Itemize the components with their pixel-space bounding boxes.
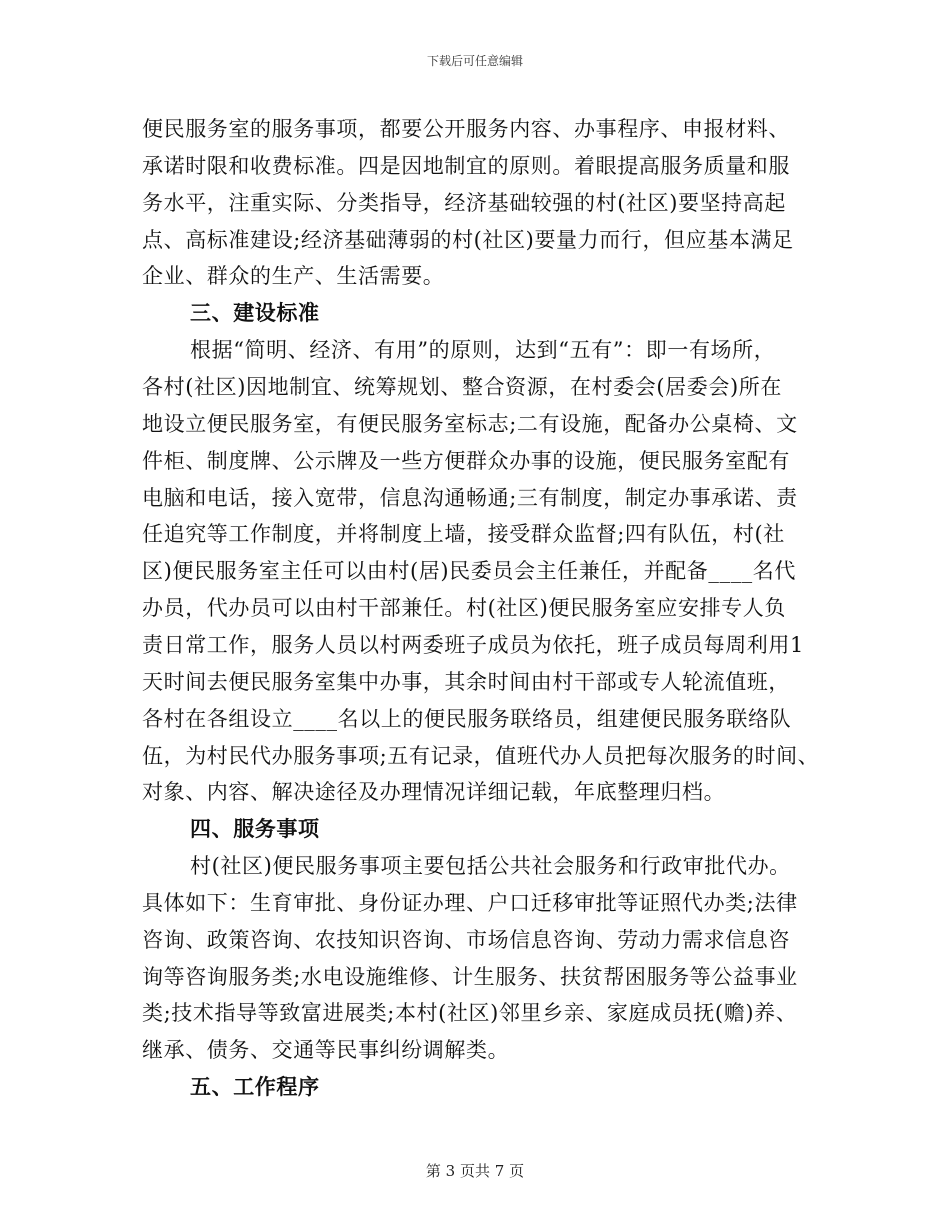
section-heading: 五、工作程序: [190, 1074, 320, 1100]
body-text-line: 继承、债务、交通等民事纠纷调解类。: [142, 1038, 510, 1063]
body-text-line: 对象、内容、解决途径及办理情况详细记载，年底整理归档。: [142, 780, 726, 805]
section-heading: 四、服务事项: [190, 816, 320, 842]
body-text-line: 承诺时限和收费标准。四是因地制宜的原则。着眼提高服务质量和服: [142, 153, 790, 178]
body-text-line: 办员，代办员可以由村干部兼任。村(社区)便民服务室应安排专人负: [142, 596, 786, 620]
body-text-line: 电脑和电话，接入宽带，信息沟通畅通;三有制度，制定办事承诺、责: [142, 485, 798, 510]
body-text-line: 询等咨询服务类;水电设施维修、计生服务、扶贫帮困服务等公益事业: [142, 964, 798, 989]
section-heading: 三、建设标准: [190, 300, 320, 326]
body-text-line: 地设立便民服务室，有便民服务室标志;二有设施，配备办公桌椅、文: [142, 411, 798, 436]
body-text-line: 天时间去便民服务室集中办事，其余时间由村干部或专人轮流值班，: [142, 669, 790, 694]
body-text-line: 点、高标准建设;经济基础薄弱的村(社区)要量力而行，但应基本满足: [142, 227, 794, 252]
body-text-line: 村(社区)便民服务事项主要包括公共社会服务和行政审批代办。: [190, 854, 791, 878]
body-text-line: 便民服务室的服务事项，都要公开服务内容、办事程序、申报材料、: [142, 117, 790, 141]
body-text-line: 咨询、政策咨询、农技知识咨询、市场信息咨询、劳动力需求信息咨: [142, 927, 790, 952]
body-text-line: 区)便民服务室主任可以由村(居)民委员会主任兼任，并配备____名代: [142, 559, 796, 584]
body-text-line: 类;技术指导等致富进展类;本村(社区)邻里乡亲、家庭成员抚(赡)养、: [142, 1001, 798, 1026]
page-header: 下载后可任意编辑: [426, 54, 523, 68]
body-text-line: 企业、群众的生产、生活需要。: [142, 264, 445, 289]
body-text-line: 具体如下：生育审批、身份证办理、户口迁移审批等证照代办类;法律: [142, 890, 798, 915]
body-text-line: 责日常工作，服务人员以村两委班子成员为依托，班子成员每周利用1: [142, 632, 804, 657]
page-footer: 第 3 页共 7 页: [425, 1162, 525, 1180]
body-text-line: 伍，为村民代办服务事项;五有记录，值班代办人员把每次服务的时间、: [142, 743, 820, 768]
body-text-line: 务水平，注重实际、分类指导，经济基础较强的村(社区)要坚持高起: [142, 190, 786, 215]
body-text-line: 各村在各组设立____名以上的便民服务联络员，组建便民服务联络队: [142, 706, 792, 731]
body-text-line: 任追究等工作制度，并将制度上墙，接受群众监督;四有队伍，村(社: [142, 522, 785, 547]
body-text-line: 件柜、制度牌、公示牌及一些方便群众办事的设施，便民服务室配有: [142, 448, 790, 473]
body-text-line: 各村(社区)因地制宜、统筹规划、整合资源，在村委会(居委会)所在: [142, 374, 782, 399]
body-text-line: 根据“简明、经济、有用”的原则，达到“五有”：即一有场所，: [190, 338, 776, 363]
